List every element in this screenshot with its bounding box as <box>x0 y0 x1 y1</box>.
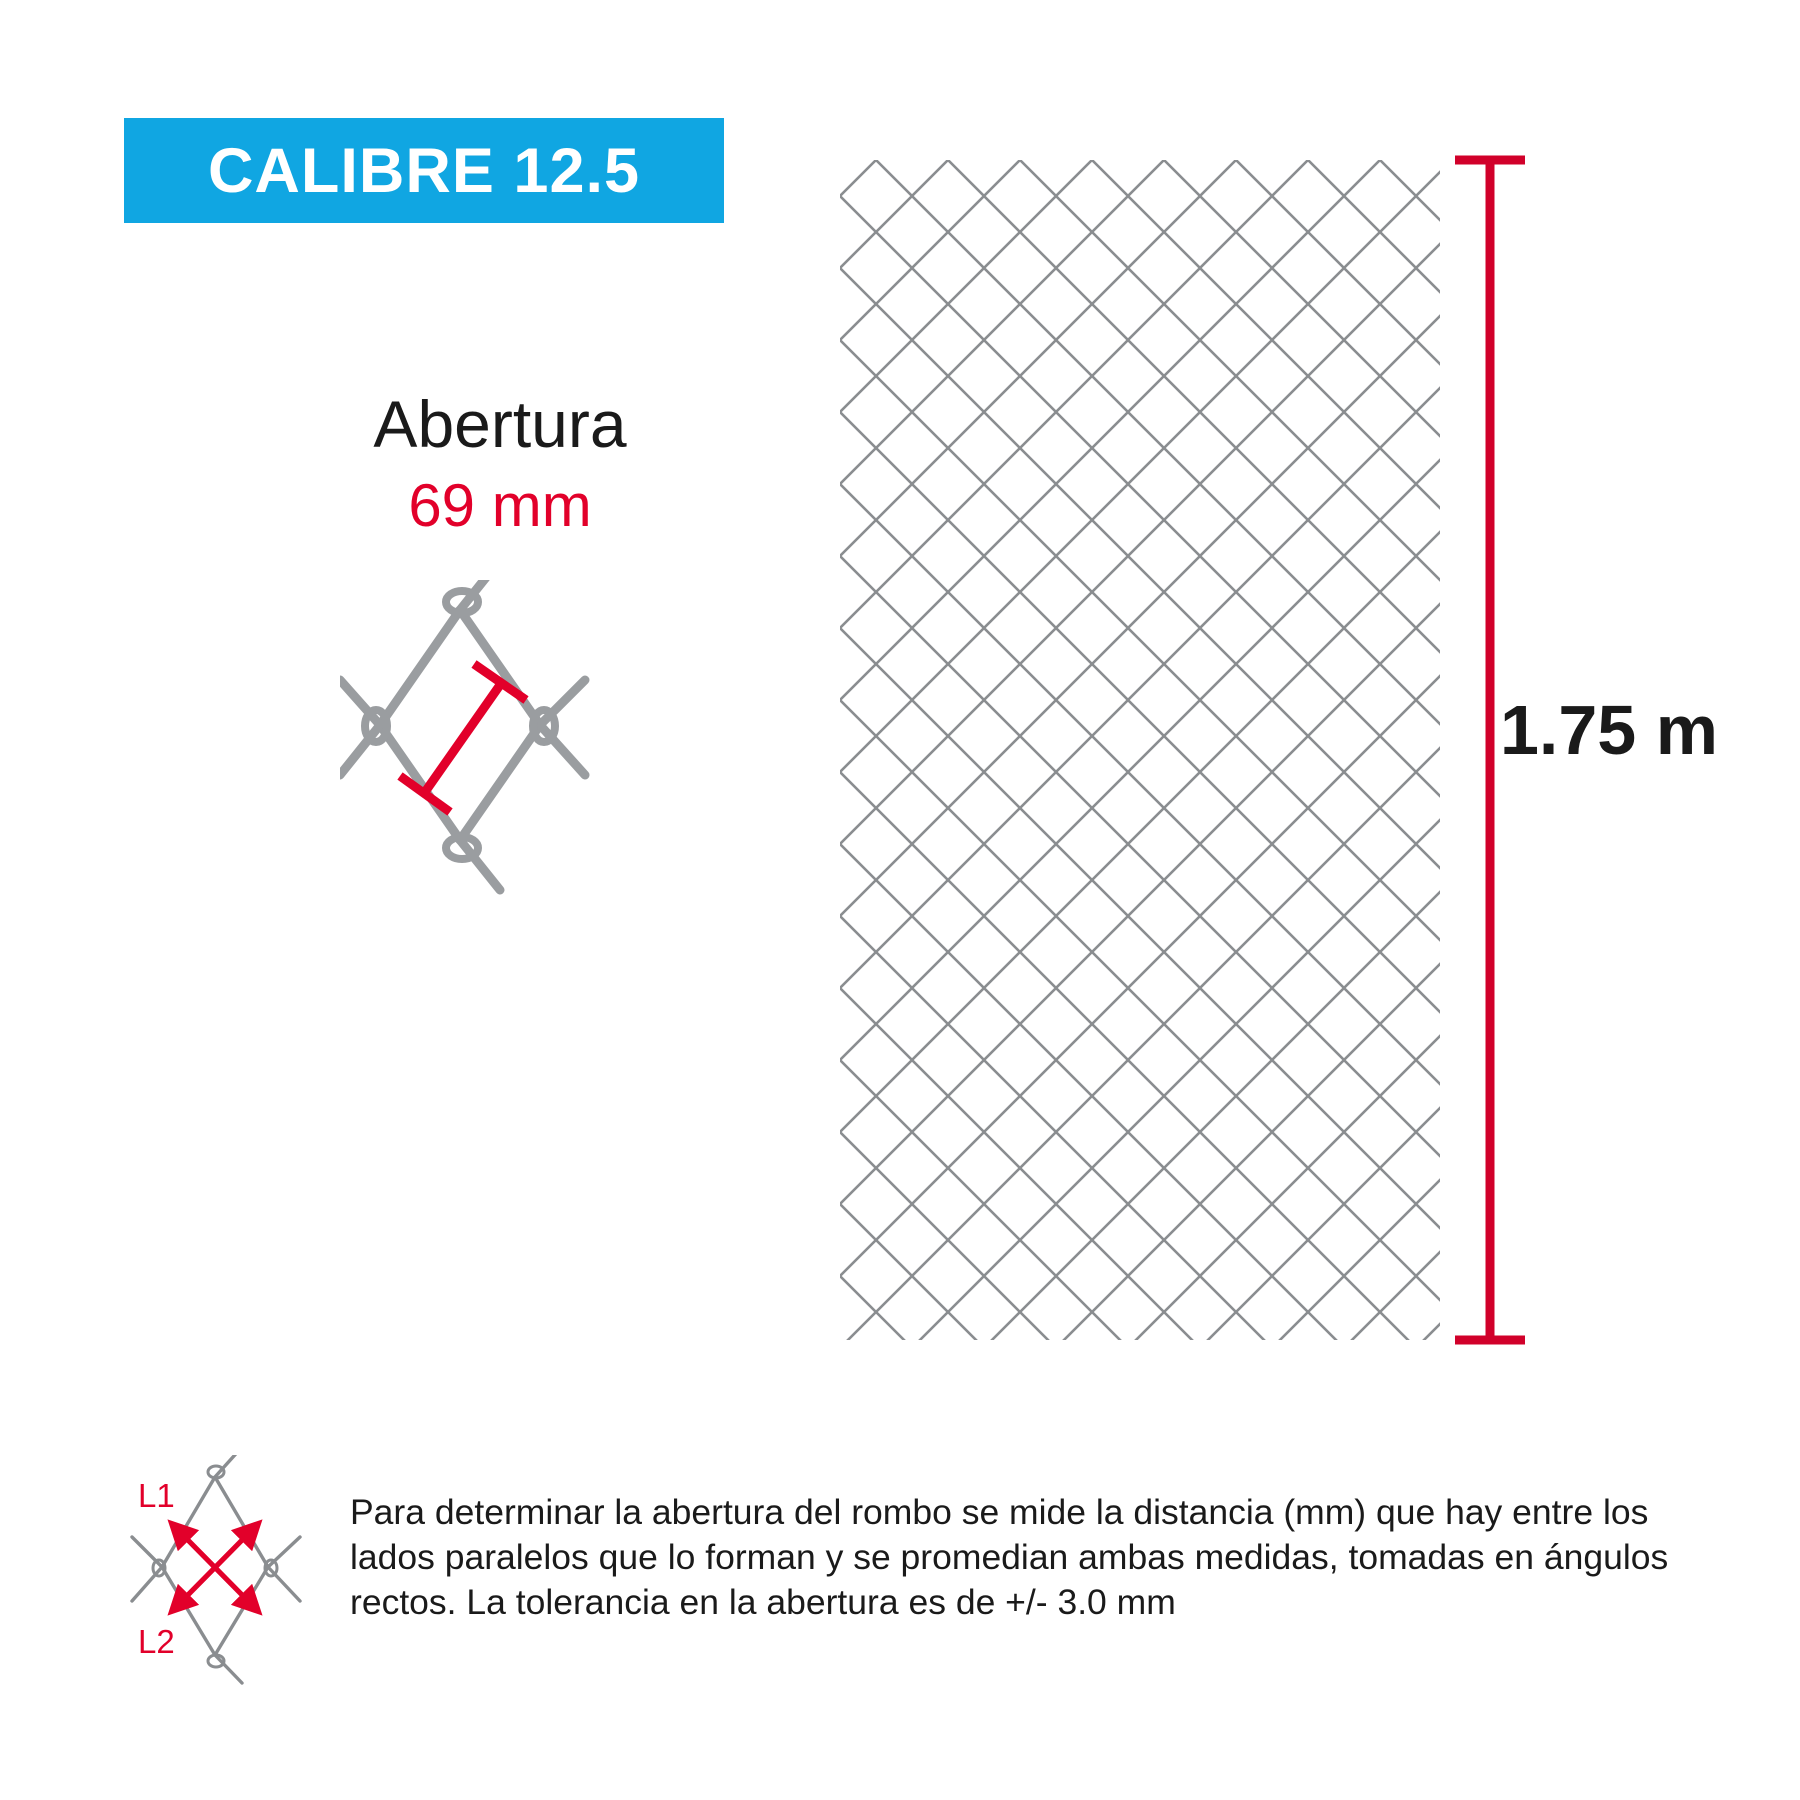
footnote-text: Para determinar la abertura del rombo se mide la distancia (mm) que hay entre los lados paralelos que lo forman y se promedian ambas medidas, tomadas en ángulos rectos. La tolerancia en la abertura es de +/- 3.0 mm <box>350 1492 1669 1623</box>
diamond-detail-svg <box>340 580 660 940</box>
abertura-block <box>300 387 700 540</box>
footnote-l1-label: L1 <box>138 1477 175 1514</box>
footnote-diamond-figure <box>120 1455 320 1685</box>
calibre-badge <box>124 118 724 223</box>
abertura-title: Abertura <box>373 387 627 461</box>
chain-link-mesh-panel <box>840 160 1440 1340</box>
footnote-l2-label: L2 <box>138 1623 175 1660</box>
footnote <box>120 1455 1700 1685</box>
mesh-svg <box>840 160 1440 1340</box>
calibre-badge-label: CALIBRE 12.5 <box>207 135 641 206</box>
diamond-detail-figure <box>340 580 660 940</box>
abertura-value: 69 mm <box>408 472 592 540</box>
height-dimension-label: 1.75 m <box>1500 691 1718 769</box>
